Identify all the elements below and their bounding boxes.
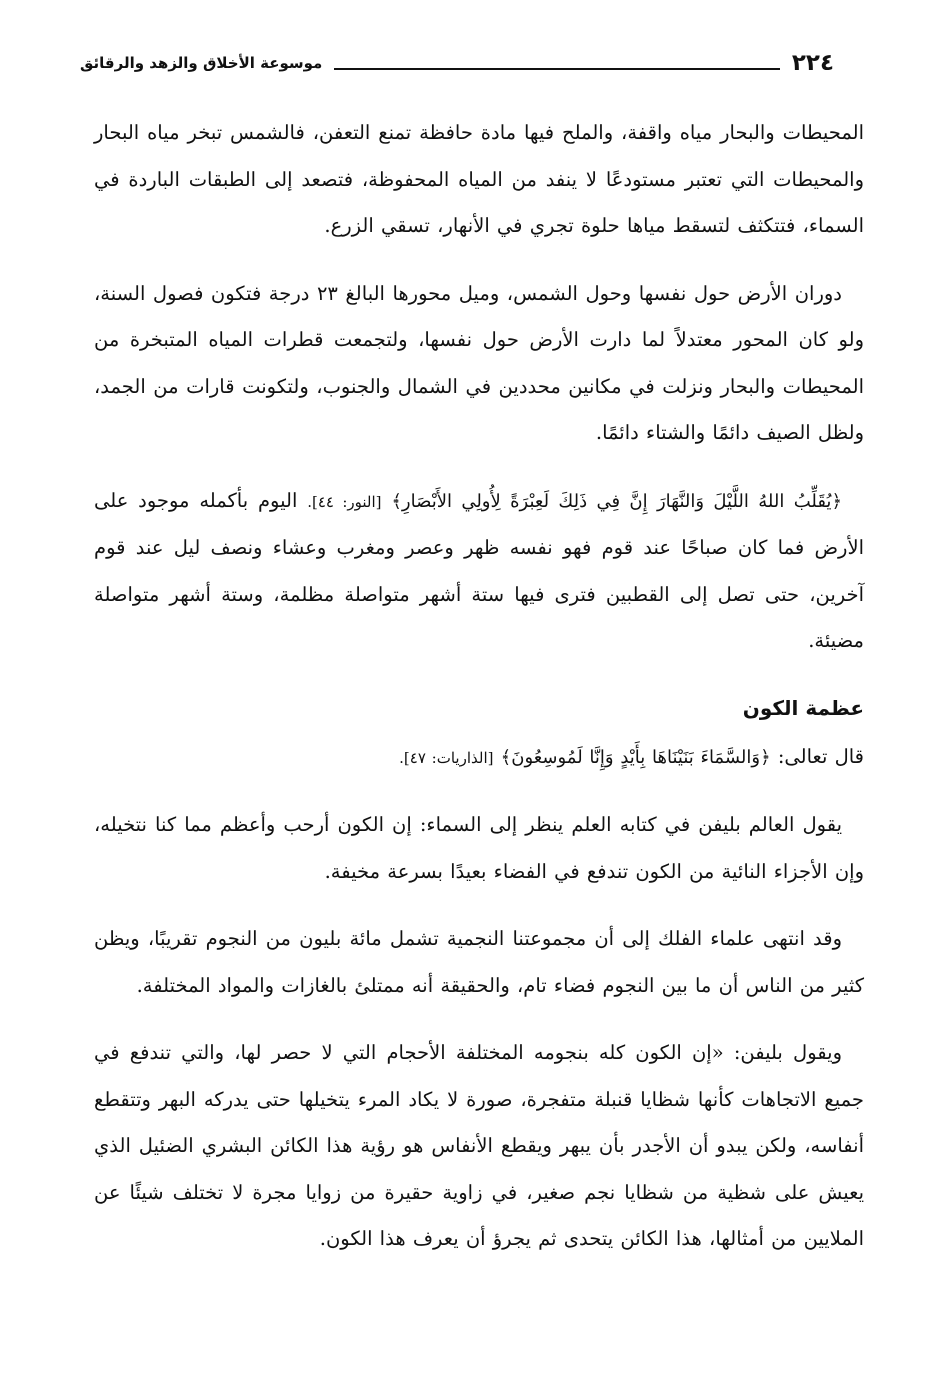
paragraph-earth-rotation [94, 271, 864, 457]
verse-reference: [الذاريات: ٤٧]. [399, 748, 494, 767]
page-body [94, 110, 864, 1284]
page-number: ٢٢٤ [791, 50, 834, 76]
paragraph-text: المحيطات والبحار مياه واقفة، والملح فيها مادة حافظة تمنع التعفن، فالشمس تبخر مياه البحار والمحيطات التي تعتبر مستودعًا لا ينفد من المياه المحفوظة، فتصعد إلى الطبقات الباردة في السماء، فتتكثف لتسقط مياها حلوة تجري في الأنهار، تسقي الزرع. [94, 121, 864, 237]
paragraph-text: ويقول بليفن: «إن الكون كله بنجومه المختلفة الأحجام التي لا حصر لها، والتي تندفع في جميع الاتجاهات كأنها شظايا قنبلة متفجرة، صورة لا يكاد المرء يتخيلها حتى يدركه البهر وتتقطع أنفاسه، ولكن يبدو أن الأجدر بأن يبهر ويقطع الأنفاس هو رؤية هذا الكائن البشري الضئيل الذي يعيش على شظية من شظايا نجم صغير، في زاوية حقيرة من زوايا مجرة لا تختلف شيئًا عن الملايين من أمثالها، هذا الكائن يتحدى ثم يجرؤ أن يعرف هذا الكون. [94, 1041, 864, 1250]
section-heading: عظمة الكون [742, 695, 864, 720]
quran-verse: ﴿يُقَلِّبُ اللهُ اللَّيْلَ وَالنَّهَارَ إِنَّ فِي ذَلِكَ لَعِبْرَةً لِأُولِي الأَبْصَارِ﴾ [391, 490, 842, 512]
running-header [80, 46, 834, 80]
verse-reference: [النور: ٤٤]. [307, 492, 382, 511]
paragraph-day-night [94, 478, 864, 665]
book-title: موسوعة الأخلاق والزهد والرقائق [80, 54, 323, 72]
paragraph-text: يقول العالم بليفن في كتابه العلم ينظر إلى السماء: إن الكون أرحب وأعظم مما كنا نتخيله، وإن الأجزاء النائية من الكون تندفع في الفضاء بعيدًا بسرعة مخيفة. [94, 813, 864, 883]
verse-intro: قال تعالى: [777, 744, 864, 768]
quran-verse: ﴿وَالسَّمَاءَ بَنَيْنَاهَا بِأَيْدٍ وَإِنَّا لَمُوسِعُونَ﴾ [500, 746, 771, 768]
paragraph-bliven-quote [94, 802, 864, 895]
paragraph-universe [94, 1030, 864, 1263]
paragraph-oceans [94, 110, 864, 250]
paragraph-text: دوران الأرض حول نفسها وحول الشمس، وميل محورها البالغ ٢٣ درجة فتكون فصول السنة، ولو كان المحور معتدلاً لما دارت الأرض حول نفسها، ولتجمعت قطرات المياه المتبخرة من المحيطات والبحار ونزلت في مكانين محددين في الشمال والجنوب، ولتكونت قارات من الجمد، ولظل الصيف دائمًا والشتاء دائمًا. [94, 281, 864, 444]
paragraph-galaxy [94, 916, 864, 1009]
paragraph-verse-intro [94, 734, 864, 782]
paragraph-text: اليوم بأكمله موجود على الأرض فما كان صباحًا عند قوم فهو نفسه ظهر وعصر ومغرب وعشاء ونصف ليل عند قوم آخرين، حتى تصل إلى القطبين فترى فيها ستة أشهر متواصلة مظلمة، وستة أشهر متواصلة مضيئة. [94, 488, 864, 652]
header-rule [334, 68, 780, 70]
paragraph-text: وقد انتهى علماء الفلك إلى أن مجموعتنا النجمية تشمل مائة بليون من النجوم تقريبًا، ويظن كثير من الناس أن ما بين النجوم فضاء تام، والحقيقة أنه ممتلئ بالغازات والمواد المختلفة. [94, 927, 864, 997]
